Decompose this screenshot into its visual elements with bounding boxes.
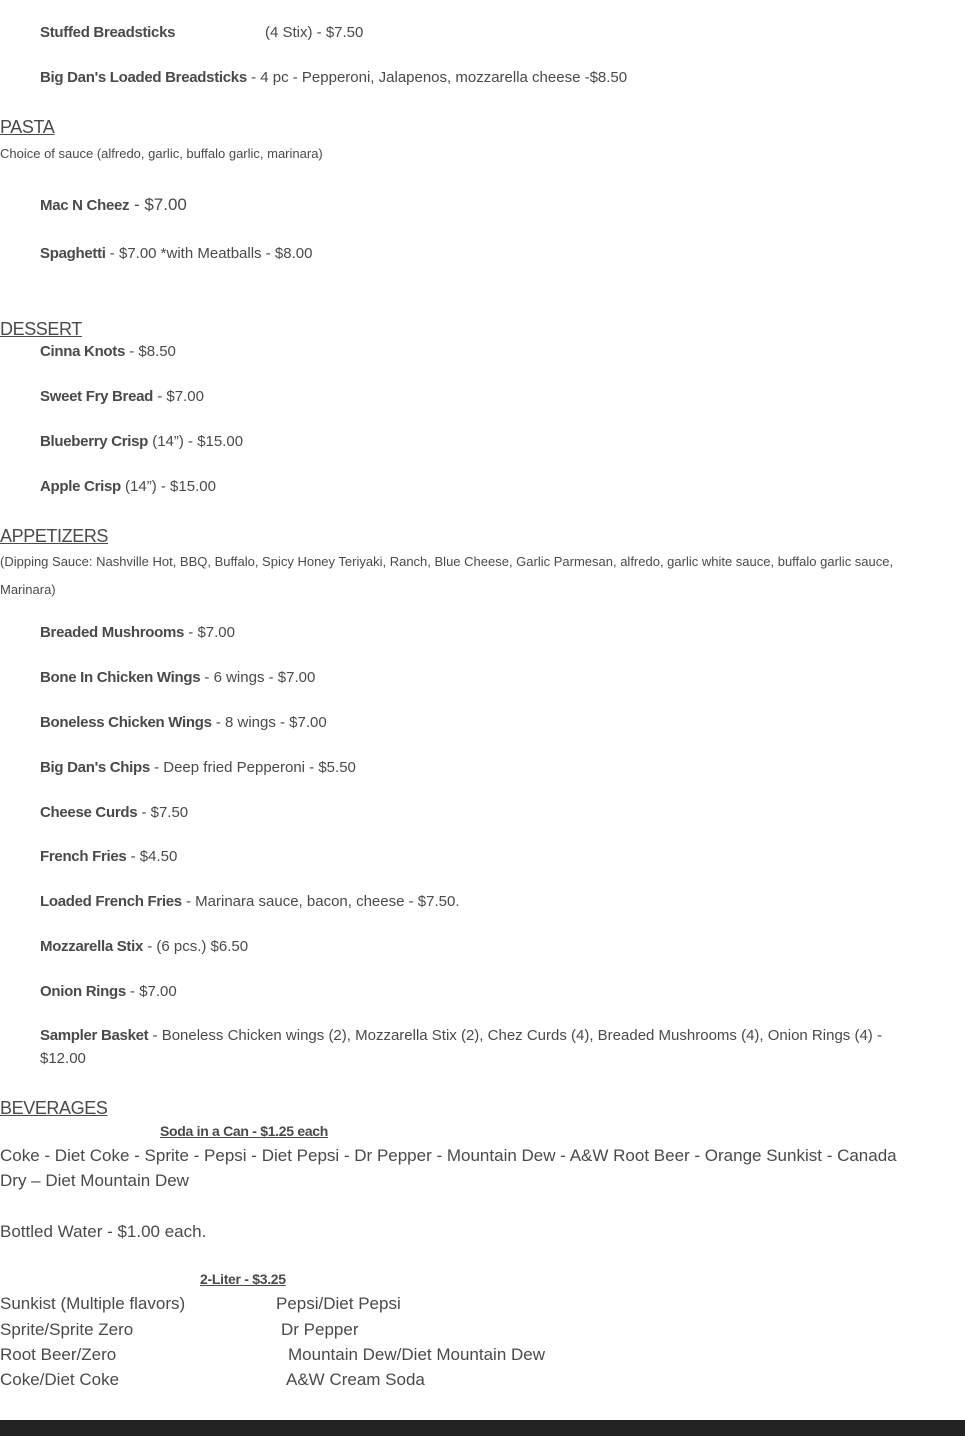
menu-item-big-dans-chips: [40, 759, 356, 777]
item-description: - $7.00: [184, 624, 235, 641]
sampler-basket-price: $12.00: [40, 1050, 86, 1067]
two-liter-right-1: Dr Pepper: [281, 1320, 359, 1339]
item-description: - 8 wings - $7.00: [211, 714, 327, 731]
dipping-sauce-note-line1: (Dipping Sauce: Nashville Hot, BBQ, Buffalo, Spicy Honey Teriyaki, Ranch, Blue Cheese, Garlic Parmesan, alfredo, garlic white sauce, buffalo garlic sauce,: [0, 554, 894, 569]
section-heading-appetizers: APPETIZERS: [0, 526, 109, 546]
dipping-sauce-note-line2: Marinara): [0, 582, 56, 597]
two-liter-left-1: Sprite/Sprite Zero: [0, 1320, 134, 1339]
item-description: - $7.50: [137, 804, 189, 821]
section-heading-dessert: DESSERT: [0, 319, 82, 339]
menu-item-spaghetti: [40, 245, 312, 263]
menu-item-loaded-breadsticks: [40, 69, 627, 87]
footer-bar: [0, 1420, 965, 1436]
two-liter-left-3: Coke/Diet Coke: [0, 1370, 120, 1389]
menu-item-cheese-curds: [40, 804, 188, 822]
soda-can-list-line2: Dry – Diet Mountain Dew: [0, 1171, 189, 1190]
menu-item-stuffed-breadsticks: [40, 24, 175, 42]
menu-item-mac-n-cheez: [40, 196, 187, 215]
menu-item-french-fries: [40, 848, 177, 866]
item-description: - Deep fried Pepperoni - $5.50: [149, 759, 356, 776]
item-name: Cheese Curds: [40, 804, 138, 821]
item-name: Loaded French Fries: [40, 893, 182, 910]
menu-item-sweet-fry-bread: [40, 388, 204, 406]
item-name: Boneless Chicken Wings: [40, 714, 212, 731]
item-name: Big Dan's Chips: [40, 759, 150, 776]
section-heading-beverages: BEVERAGES: [0, 1098, 108, 1118]
item-description: - 4 pc - Pepperoni, Jalapenos, mozzarella cheese -$8.50: [246, 69, 628, 86]
two-liter-left-2: Root Beer/Zero: [0, 1345, 117, 1364]
menu-item-blueberry-crisp: [40, 433, 243, 451]
item-name: Sampler Basket: [40, 1027, 149, 1044]
menu-item-cinna-knots: [40, 343, 176, 361]
item-name: Apple Crisp: [40, 478, 121, 495]
two-liter-right-3: A&W Cream Soda: [286, 1370, 425, 1389]
two-liter-title: 2-Liter - $3.25: [200, 1271, 286, 1287]
item-description: - Boneless Chicken wings (2), Mozzarella Stix (2), Chez Curds (4), Breaded Mushrooms (4), Onion Rings (4) -: [148, 1027, 882, 1044]
soda-can-title: Soda in a Can - $1.25 each: [160, 1123, 329, 1139]
item-name: Onion Rings: [40, 983, 126, 1000]
menu-item-sampler-basket: [40, 1027, 882, 1045]
menu-item-breaded-mushrooms: [40, 624, 235, 642]
item-description: - 6 wings - $7.00: [200, 669, 316, 686]
pasta-sauce-note: Choice of sauce (alfredo, garlic, buffalo garlic, marinara): [0, 146, 323, 161]
menu-item-apple-crisp: [40, 478, 216, 496]
item-name: Mac N Cheez: [40, 197, 130, 214]
menu-item-loaded-french-fries: [40, 893, 460, 911]
section-heading-pasta: PASTA: [0, 117, 55, 137]
item-name: French Fries: [40, 848, 127, 865]
item-description: - $7.00: [125, 983, 177, 1000]
item-description: - (6 pcs.) $6.50: [143, 938, 249, 955]
item-name: Spaghetti: [40, 245, 106, 262]
item-description: - $7.00 *with Meatballs - $8.00: [105, 245, 313, 262]
item-name: Bone In Chicken Wings: [40, 669, 201, 686]
menu-item-onion-rings: [40, 983, 177, 1001]
bottled-water: Bottled Water - $1.00 each.: [0, 1222, 207, 1241]
item-name: Big Dan's Loaded Breadsticks: [40, 69, 247, 86]
item-name: Blueberry Crisp: [40, 433, 149, 450]
item-description: (14”) - $15.00: [120, 478, 216, 495]
item-description: - $7.00: [153, 388, 204, 405]
item-description: - Marinara sauce, bacon, cheese - $7.50.: [181, 893, 460, 910]
two-liter-right-0: Pepsi/Diet Pepsi: [276, 1294, 401, 1313]
item-name: Stuffed Breadsticks: [40, 24, 176, 41]
soda-can-list-line1: Coke - Diet Coke - Sprite - Pepsi - Diet Pepsi - Dr Pepper - Mountain Dew - A&W Root Beer - Orange Sunkist - Canada: [0, 1146, 897, 1165]
item-name: Sweet Fry Bread: [40, 388, 154, 405]
item-description: - $7.00: [129, 195, 187, 214]
menu-item-mozzarella-stix: [40, 938, 248, 956]
item-name: Cinna Knots: [40, 343, 126, 360]
item-description: (14”) - $15.00: [148, 433, 244, 450]
item-description: (4 Stix) - $7.50: [265, 24, 364, 41]
menu-item-bone-in-wings: [40, 669, 315, 687]
item-description: - $8.50: [125, 343, 176, 360]
two-liter-right-2: Mountain Dew/Diet Mountain Dew: [288, 1345, 546, 1364]
two-liter-left-0: Sunkist (Multiple flavors): [0, 1294, 186, 1313]
menu-item-boneless-wings: [40, 714, 327, 732]
item-name: Breaded Mushrooms: [40, 624, 185, 641]
item-name: Mozzarella Stix: [40, 938, 144, 955]
item-description: - $4.50: [126, 848, 178, 865]
